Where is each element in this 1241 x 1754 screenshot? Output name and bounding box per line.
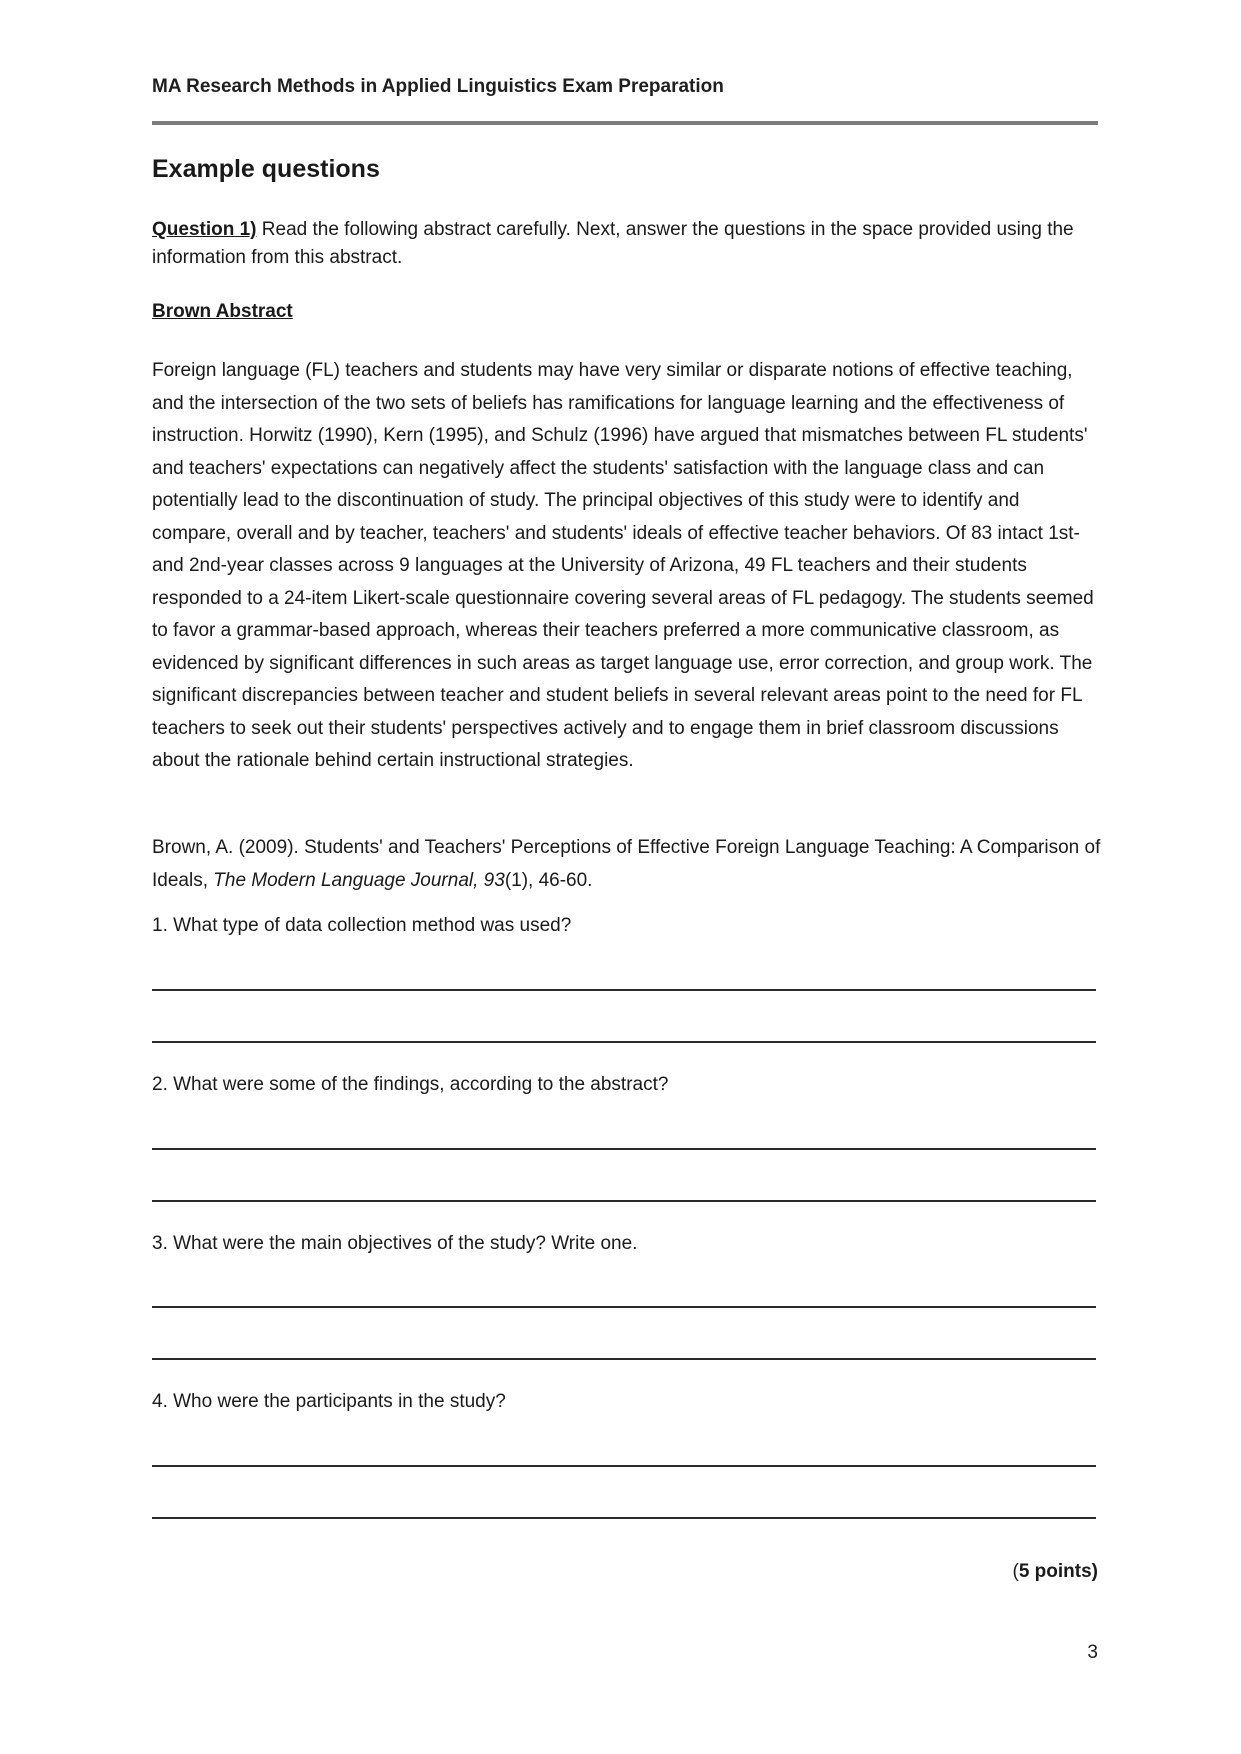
abstract-title: Brown Abstract bbox=[152, 301, 293, 322]
answer-line-1b[interactable] bbox=[152, 1041, 1096, 1043]
answer-line-2b[interactable] bbox=[152, 1200, 1096, 1202]
question-1-intro bbox=[152, 216, 1102, 272]
page-header: MA Research Methods in Applied Linguistics Exam Preparation bbox=[152, 76, 724, 97]
answer-line-2a[interactable] bbox=[152, 1148, 1096, 1150]
question-item-3: 3. What were the main objectives of the study? Write one. bbox=[152, 1233, 638, 1254]
section-title: Example questions bbox=[152, 155, 380, 183]
answer-line-4a[interactable] bbox=[152, 1465, 1096, 1467]
citation-journal: The Modern Language Journal, 93 bbox=[213, 869, 505, 891]
citation-text: Brown, A. (2009). Students' and Teachers' Perceptions of Effective Foreign Language Teaching: A Comparison of Ideals, bbox=[152, 837, 1101, 891]
answer-line-3b[interactable] bbox=[152, 1358, 1096, 1360]
answer-line-1a[interactable] bbox=[152, 989, 1096, 991]
question-1-label: Question 1) bbox=[152, 219, 257, 240]
points-label bbox=[1013, 1561, 1099, 1583]
citation bbox=[152, 832, 1102, 897]
question-item-4: 4. Who were the participants in the study? bbox=[152, 1391, 506, 1412]
abstract-body: Foreign language (FL) teachers and students may have very similar or disparate notions of effective teaching, and the intersection of the two sets of beliefs has ramifications for language learning and the effectiveness of instruction. Horwitz (1990), Kern (1995), and Schulz (1996) have argued that mismatches between FL students' and teachers' expectations can negatively affect the students' satisfaction with the language class and can potentially lead to the discontinuation of study. The principal objectives of this study were to identify and compare, overall and by teacher, teachers' and students' ideals of effective teacher behaviors. Of 83 intact 1st- and 2nd-year classes across 9 languages at the University of Arizona, 49 FL teachers and their students responded to a 24-item Likert-scale questionnaire covering several areas of FL pedagogy. The students seemed to favor a grammar-based approach, whereas their teachers preferred a more communicative classroom, as evidenced by significant differences in such areas as target language use, error correction, and group work. The significant discrepancies between teacher and student beliefs in several relevant areas point to the need for FL teachers to seek out their students' perspectives actively and to engage them in brief classroom discussions about the rationale behind certain instructional strategies. bbox=[152, 360, 1094, 771]
page-number: 3 bbox=[1087, 1642, 1098, 1663]
points-value: 5 points) bbox=[1018, 1561, 1098, 1582]
question-item-1: 1. What type of data collection method was used? bbox=[152, 915, 572, 936]
citation-pages: (1), 46-60. bbox=[504, 869, 593, 891]
header-divider bbox=[152, 121, 1098, 125]
question-item-2: 2. What were some of the findings, according to the abstract? bbox=[152, 1074, 669, 1095]
answer-line-4b[interactable] bbox=[152, 1517, 1096, 1519]
question-1-instruction: Read the following abstract carefully. Next, answer the questions in the space provided using the information from this abstract. bbox=[152, 219, 1074, 268]
answer-line-3a[interactable] bbox=[152, 1306, 1096, 1308]
points-open-paren: ( bbox=[1012, 1561, 1019, 1582]
